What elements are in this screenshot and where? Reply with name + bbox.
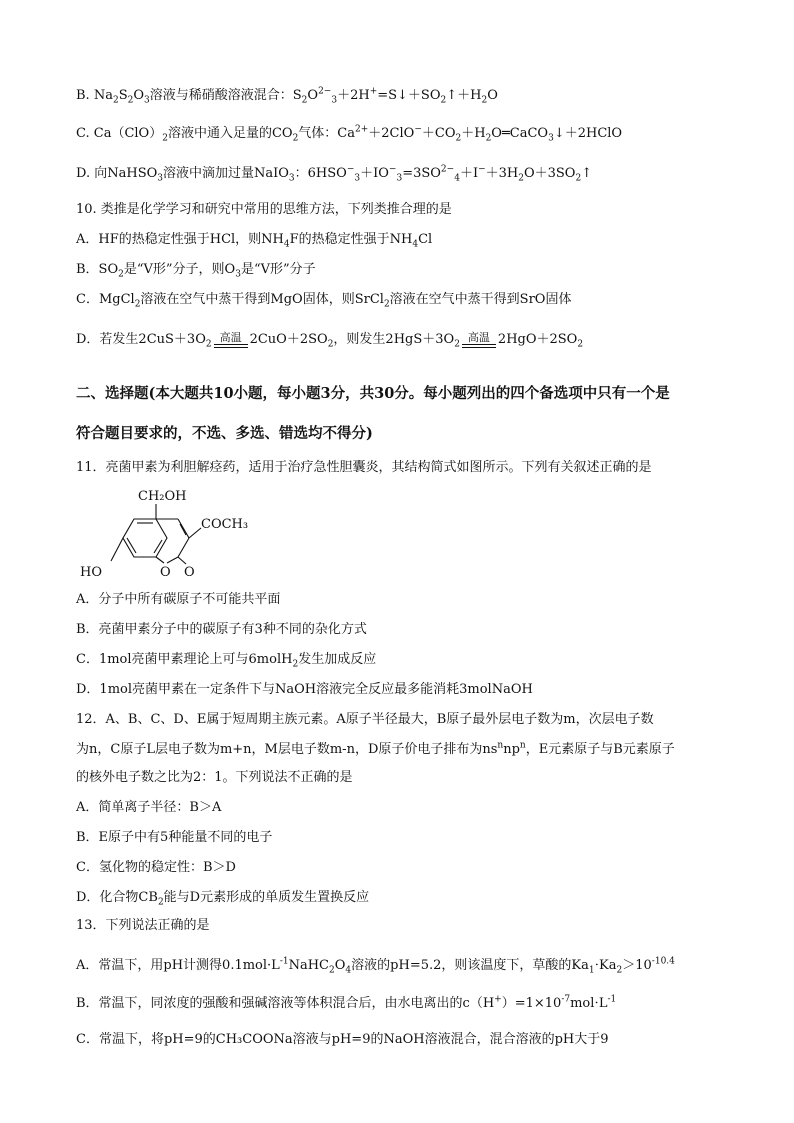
q12-stem-line1: 12．A、B、C、D、E属于短周期主族元素。A原子半径最大，B原子最外层电子数为m，次层电子数 [76, 712, 654, 727]
q9-option-b: B. $Na_2S_2O_3$溶液与稀硝酸溶液混合：$S_2O^{2-}_3+2H^+=S↓+SO_2↑+H_2O$ [76, 86, 498, 106]
q12-stem-line3: 的核外电子数之比为2：1。下列说法不正确的是 [76, 770, 353, 785]
q12-option-a: A．简单离子半径：B＞A [76, 800, 222, 815]
ho-label: HO [80, 565, 102, 580]
high-temp-condition: 高温 [462, 332, 496, 348]
q11-option-b: B．亮菌甲素分子中的碳原子有3种不同的杂化方式 [76, 622, 367, 637]
q9-option-d: D. 向NaHSO$_3$溶液中滴加过量NaIO$_3$：$6HSO^-_3+IO^-_3=3SO^{2-}_4+I^-+3H_2O+3SO_2↑$ [76, 164, 593, 184]
coch3-label: COCH₃ [201, 517, 249, 532]
keto-oxygen-label: O [184, 565, 195, 580]
section-2-heading: 二、选择题(本大题共10小题，每小题3分，共30分。每小题列出的四个备选项中只有一个是 [76, 385, 670, 402]
q13-option-a: A．常温下，用pH计测得$0.1mol\cdot L^{-1}NaHC_2O_4$溶液的pH=5.2，则该温度下，草酸的$Ka_1\cdot Ka_2>10^{-10.4}$ [76, 956, 675, 976]
q11-option-d: D．1mol亮菌甲素在一定条件下与NaOH溶液完全反应最多能消耗3molNaOH [76, 682, 533, 697]
q10-stem: 10. 类推是化学学习和研究中常用的思维方法，下列类推合理的是 [76, 202, 452, 217]
q9-option-c: C. $Ca(ClO)_2$溶液中通入足量的$CO_2$气体：$Ca^{2+}+2ClO^-+CO_2+H_2O═CaCO_3↓+2HClO$ [76, 124, 623, 144]
high-temp-condition: 高温 [214, 332, 248, 348]
q11-option-c: C．1mol亮菌甲素理论上可与6molH$_2$发生加成反应 [76, 652, 377, 670]
q13-option-b: B．常温下，同浓度的强酸和强碱溶液等体积混合后，由水电离出的$c(H^+)=1\times 10^{-7}mol\cdot L^{-1}$ [76, 994, 617, 1011]
q12-option-d: D．化合物$CB_2$能与D元素形成的单质发生置换反应 [76, 890, 370, 908]
q11-stem: 11．亮菌甲素为利胆解痉药，适用于治疗急性胆囊炎，其结构简式如图所示。下列有关叙述正确的是 [76, 460, 652, 475]
q13-option-c: C．常温下，将pH=9的CH₃COONa溶液与pH=9的NaOH溶液混合，混合溶液的pH大于9 [76, 1032, 609, 1047]
q12-option-c: C．氢化物的稳定性：B＞D [76, 860, 236, 875]
q10-option-c: C．MgCl$_2$溶液在空气中蒸干得到MgO固体，则SrCl$_2$溶液在空气中蒸干得到SrO固体 [76, 292, 572, 310]
q12-stem-line2: 为n，C原子L层电子数为m+n，M层电子数m-n，D原子价电子排布为$ns^nnp^n$，E元素原子与B元素原子 [76, 740, 675, 757]
q10-option-a: A．HF的热稳定性强于HCl，则$NH_4F$的热稳定性强于$NH_4Cl$ [76, 232, 433, 250]
q12-option-b: B．E原子中有5种能量不同的电子 [76, 830, 273, 845]
molecule-structure [76, 484, 286, 584]
q10-option-b: B．$SO_2$是“V形”分子，则$O_3$是“V形”分子 [76, 262, 316, 280]
q11-option-a: A．分子中所有碳原子不可能共平面 [76, 592, 281, 607]
ch2oh-label: CH₂OH [138, 489, 187, 504]
section-2-heading-cont: 符合题目要求的，不选、多选、错选均不得分) [76, 425, 373, 442]
q13-stem: 13．下列说法正确的是 [76, 918, 210, 933]
q10-option-d: D．若发生$2CuS+3O_2$ 高温 $2CuO+2SO_2$，则发生$2HgS+3O_2$ 高温 $2HgO+2SO_2$ [76, 330, 584, 350]
ring-oxygen-label: O [160, 565, 171, 580]
